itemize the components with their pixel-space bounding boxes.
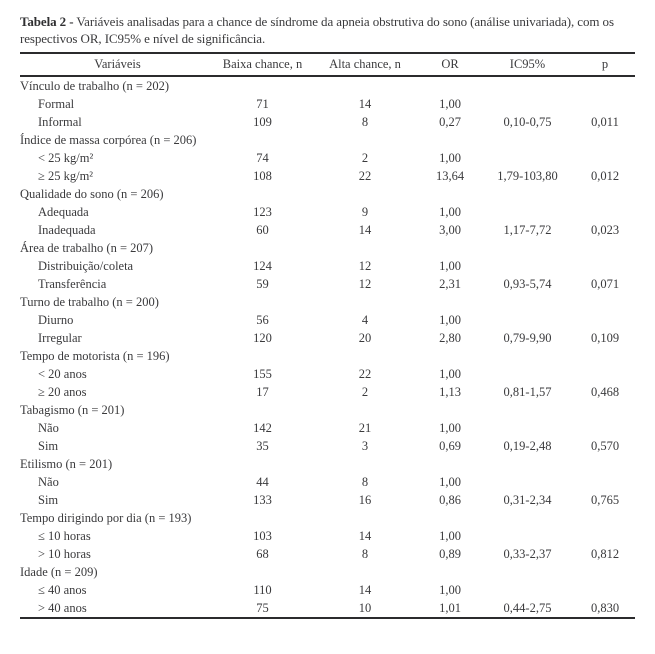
cell-or: 0,69 bbox=[439, 438, 461, 453]
group-label: Índice de massa corpórea (n = 206) bbox=[20, 132, 197, 147]
cell-p bbox=[575, 419, 635, 437]
cell-alta-chance: 8 bbox=[361, 546, 369, 561]
cell-variavel: ≥ 25 kg/m² bbox=[38, 168, 94, 183]
cell-p bbox=[575, 257, 635, 275]
col-header-p: p bbox=[601, 57, 609, 71]
group-label: Turno de trabalho (n = 200) bbox=[20, 294, 159, 309]
cell-alta-chance: 2 bbox=[361, 384, 369, 399]
cell-alta-chance: 3 bbox=[361, 438, 369, 453]
cell-or: 13,64 bbox=[435, 168, 465, 183]
table-row bbox=[20, 437, 635, 455]
cell-variavel: ≥ 20 anos bbox=[38, 384, 87, 399]
cell-alta-chance: 16 bbox=[358, 492, 372, 507]
cell-variavel: ≤ 10 horas bbox=[38, 528, 91, 543]
group-row bbox=[20, 293, 635, 311]
cell-alta-chance: 14 bbox=[358, 582, 372, 597]
group-row bbox=[20, 131, 635, 149]
cell-p: 0,812 bbox=[590, 546, 620, 561]
cell-or: 1,00 bbox=[439, 204, 461, 219]
header-row bbox=[20, 53, 635, 76]
table-row bbox=[20, 329, 635, 347]
table-row bbox=[20, 113, 635, 131]
cell-baixa-chance: 133 bbox=[253, 492, 272, 507]
cell-baixa-chance: 17 bbox=[256, 384, 269, 399]
cell-or: 3,00 bbox=[439, 222, 461, 237]
cell-or: 1,00 bbox=[439, 528, 461, 543]
cell-variavel: ≤ 40 anos bbox=[38, 582, 87, 597]
cell-or: 2,31 bbox=[439, 276, 461, 291]
cell-variavel: > 10 horas bbox=[38, 546, 91, 561]
table-row bbox=[20, 221, 635, 239]
cell-baixa-chance: 44 bbox=[256, 474, 269, 489]
cell-alta-chance: 22 bbox=[358, 366, 372, 381]
cell-ic95 bbox=[480, 365, 575, 383]
table-row bbox=[20, 419, 635, 437]
cell-p bbox=[575, 581, 635, 599]
cell-p bbox=[575, 95, 635, 113]
cell-or: 1,00 bbox=[439, 420, 461, 435]
cell-or: 1,01 bbox=[439, 600, 461, 615]
cell-alta-chance: 8 bbox=[361, 474, 369, 489]
cell-alta-chance: 12 bbox=[358, 276, 372, 291]
cell-or: 1,00 bbox=[439, 312, 461, 327]
cell-baixa-chance: 71 bbox=[256, 96, 269, 111]
group-row bbox=[20, 455, 635, 473]
table-row bbox=[20, 599, 635, 618]
cell-or: 1,13 bbox=[439, 384, 461, 399]
col-header-alta-chance: Alta chance, n bbox=[329, 57, 401, 71]
cell-ic95 bbox=[480, 311, 575, 329]
cell-variavel: Formal bbox=[38, 96, 75, 111]
group-label: Qualidade do sono (n = 206) bbox=[20, 186, 164, 201]
cell-baixa-chance: 123 bbox=[253, 204, 272, 219]
cell-alta-chance: 8 bbox=[361, 114, 369, 129]
table-caption-text: Variáveis analisadas para a chance de síndrome da apneia obstrutiva do sono (análise univariada), com os respectivos OR, IC95% e nível de significância. bbox=[20, 14, 614, 46]
table-caption bbox=[20, 13, 635, 47]
cell-ic95: 0,19-2,48 bbox=[503, 438, 552, 453]
cell-ic95: 0,44-2,75 bbox=[503, 600, 552, 615]
table-row bbox=[20, 383, 635, 401]
cell-variavel: > 40 anos bbox=[38, 600, 87, 615]
cell-alta-chance: 14 bbox=[358, 222, 372, 237]
cell-alta-chance: 20 bbox=[358, 330, 372, 345]
table-row bbox=[20, 545, 635, 563]
table-row bbox=[20, 581, 635, 599]
cell-variavel: Distribuição/coleta bbox=[38, 258, 134, 273]
cell-p: 0,830 bbox=[590, 600, 620, 615]
table-row bbox=[20, 149, 635, 167]
group-label: Área de trabalho (n = 207) bbox=[20, 240, 154, 255]
group-row bbox=[20, 76, 635, 95]
group-label: Tempo de motorista (n = 196) bbox=[20, 348, 170, 363]
group-row bbox=[20, 239, 635, 257]
cell-baixa-chance: 109 bbox=[253, 114, 272, 129]
table-row bbox=[20, 257, 635, 275]
cell-p: 0,023 bbox=[590, 222, 620, 237]
cell-alta-chance: 4 bbox=[361, 312, 369, 327]
cell-baixa-chance: 110 bbox=[253, 582, 272, 597]
group-row bbox=[20, 563, 635, 581]
cell-variavel: Inadequada bbox=[38, 222, 96, 237]
table-row bbox=[20, 167, 635, 185]
group-label: Tabagismo (n = 201) bbox=[20, 402, 125, 417]
cell-ic95 bbox=[480, 257, 575, 275]
cell-ic95: 0,79-9,90 bbox=[503, 330, 552, 345]
cell-or: 1,00 bbox=[439, 366, 461, 381]
cell-p bbox=[575, 527, 635, 545]
cell-alta-chance: 10 bbox=[358, 600, 372, 615]
cell-variavel: Não bbox=[38, 420, 59, 435]
cell-alta-chance: 22 bbox=[358, 168, 372, 183]
cell-or: 1,00 bbox=[439, 96, 461, 111]
cell-p: 0,071 bbox=[590, 276, 620, 291]
cell-alta-chance: 14 bbox=[358, 528, 372, 543]
cell-variavel: Sim bbox=[38, 438, 59, 453]
cell-alta-chance: 2 bbox=[361, 150, 369, 165]
col-header-variaveis: Variáveis bbox=[94, 57, 141, 71]
group-row bbox=[20, 347, 635, 365]
cell-ic95: 0,33-2,37 bbox=[503, 546, 552, 561]
cell-or: 1,00 bbox=[439, 150, 461, 165]
cell-baixa-chance: 142 bbox=[253, 420, 272, 435]
col-header-ic95: IC95% bbox=[509, 57, 546, 71]
cell-variavel: < 25 kg/m² bbox=[38, 150, 94, 165]
cell-ic95: 0,10-0,75 bbox=[503, 114, 552, 129]
cell-ic95: 1,17-7,72 bbox=[503, 222, 552, 237]
cell-baixa-chance: 74 bbox=[256, 150, 269, 165]
cell-variavel: Não bbox=[38, 474, 59, 489]
cell-ic95 bbox=[480, 581, 575, 599]
cell-baixa-chance: 75 bbox=[256, 600, 269, 615]
table-row bbox=[20, 311, 635, 329]
cell-or: 0,86 bbox=[439, 492, 461, 507]
cell-p: 0,765 bbox=[590, 492, 620, 507]
table-row bbox=[20, 365, 635, 383]
cell-ic95 bbox=[480, 203, 575, 221]
cell-baixa-chance: 155 bbox=[253, 366, 272, 381]
table-row bbox=[20, 203, 635, 221]
cell-ic95 bbox=[480, 95, 575, 113]
cell-ic95 bbox=[480, 149, 575, 167]
cell-p: 0,109 bbox=[590, 330, 620, 345]
cell-alta-chance: 12 bbox=[358, 258, 372, 273]
cell-baixa-chance: 108 bbox=[253, 168, 272, 183]
cell-or: 1,00 bbox=[439, 258, 461, 273]
cell-ic95 bbox=[480, 419, 575, 437]
col-header-baixa-chance: Baixa chance, n bbox=[222, 57, 303, 71]
cell-p bbox=[575, 311, 635, 329]
cell-ic95: 0,93-5,74 bbox=[503, 276, 552, 291]
group-label: Vínculo de trabalho (n = 202) bbox=[20, 78, 170, 93]
cell-or: 0,27 bbox=[439, 114, 461, 129]
cell-alta-chance: 14 bbox=[358, 96, 372, 111]
cell-p bbox=[575, 203, 635, 221]
cell-p: 0,011 bbox=[591, 114, 619, 129]
cell-variavel: < 20 anos bbox=[38, 366, 87, 381]
cell-or: 0,89 bbox=[439, 546, 461, 561]
cell-p bbox=[575, 149, 635, 167]
cell-variavel: Transferência bbox=[38, 276, 107, 291]
cell-baixa-chance: 103 bbox=[253, 528, 272, 543]
cell-p bbox=[575, 473, 635, 491]
cell-p: 0,012 bbox=[590, 168, 620, 183]
cell-ic95: 1,79-103,80 bbox=[497, 168, 558, 183]
group-row bbox=[20, 401, 635, 419]
cell-baixa-chance: 59 bbox=[256, 276, 269, 291]
cell-ic95 bbox=[480, 527, 575, 545]
group-label: Etilismo (n = 201) bbox=[20, 456, 113, 471]
cell-baixa-chance: 60 bbox=[256, 222, 269, 237]
table-row bbox=[20, 95, 635, 113]
cell-or: 2,80 bbox=[439, 330, 461, 345]
group-row bbox=[20, 509, 635, 527]
cell-variavel: Adequada bbox=[38, 204, 89, 219]
cell-baixa-chance: 124 bbox=[253, 258, 272, 273]
table-body bbox=[20, 76, 635, 618]
cell-variavel: Informal bbox=[38, 114, 82, 129]
col-header-or: OR bbox=[441, 57, 459, 71]
cell-variavel: Irregular bbox=[38, 330, 82, 345]
cell-alta-chance: 9 bbox=[361, 204, 369, 219]
cell-baixa-chance: 56 bbox=[256, 312, 269, 327]
cell-variavel: Sim bbox=[38, 492, 59, 507]
table-row bbox=[20, 473, 635, 491]
cell-variavel: Diurno bbox=[38, 312, 74, 327]
cell-p: 0,468 bbox=[590, 384, 620, 399]
cell-baixa-chance: 68 bbox=[256, 546, 269, 561]
group-label: Tempo dirigindo por dia (n = 193) bbox=[20, 510, 192, 525]
univariate-analysis-table bbox=[20, 52, 635, 619]
table-row bbox=[20, 491, 635, 509]
cell-or: 1,00 bbox=[439, 474, 461, 489]
cell-p: 0,570 bbox=[590, 438, 620, 453]
table-row bbox=[20, 275, 635, 293]
cell-baixa-chance: 120 bbox=[253, 330, 272, 345]
group-label: Idade (n = 209) bbox=[20, 564, 98, 579]
cell-or: 1,00 bbox=[439, 582, 461, 597]
cell-alta-chance: 21 bbox=[358, 420, 372, 435]
cell-ic95: 0,31-2,34 bbox=[503, 492, 552, 507]
cell-baixa-chance: 35 bbox=[256, 438, 269, 453]
cell-p bbox=[575, 365, 635, 383]
group-row bbox=[20, 185, 635, 203]
table-caption-label: Tabela 2 - bbox=[20, 14, 74, 29]
table-row bbox=[20, 527, 635, 545]
cell-ic95 bbox=[480, 473, 575, 491]
cell-ic95: 0,81-1,57 bbox=[503, 384, 552, 399]
